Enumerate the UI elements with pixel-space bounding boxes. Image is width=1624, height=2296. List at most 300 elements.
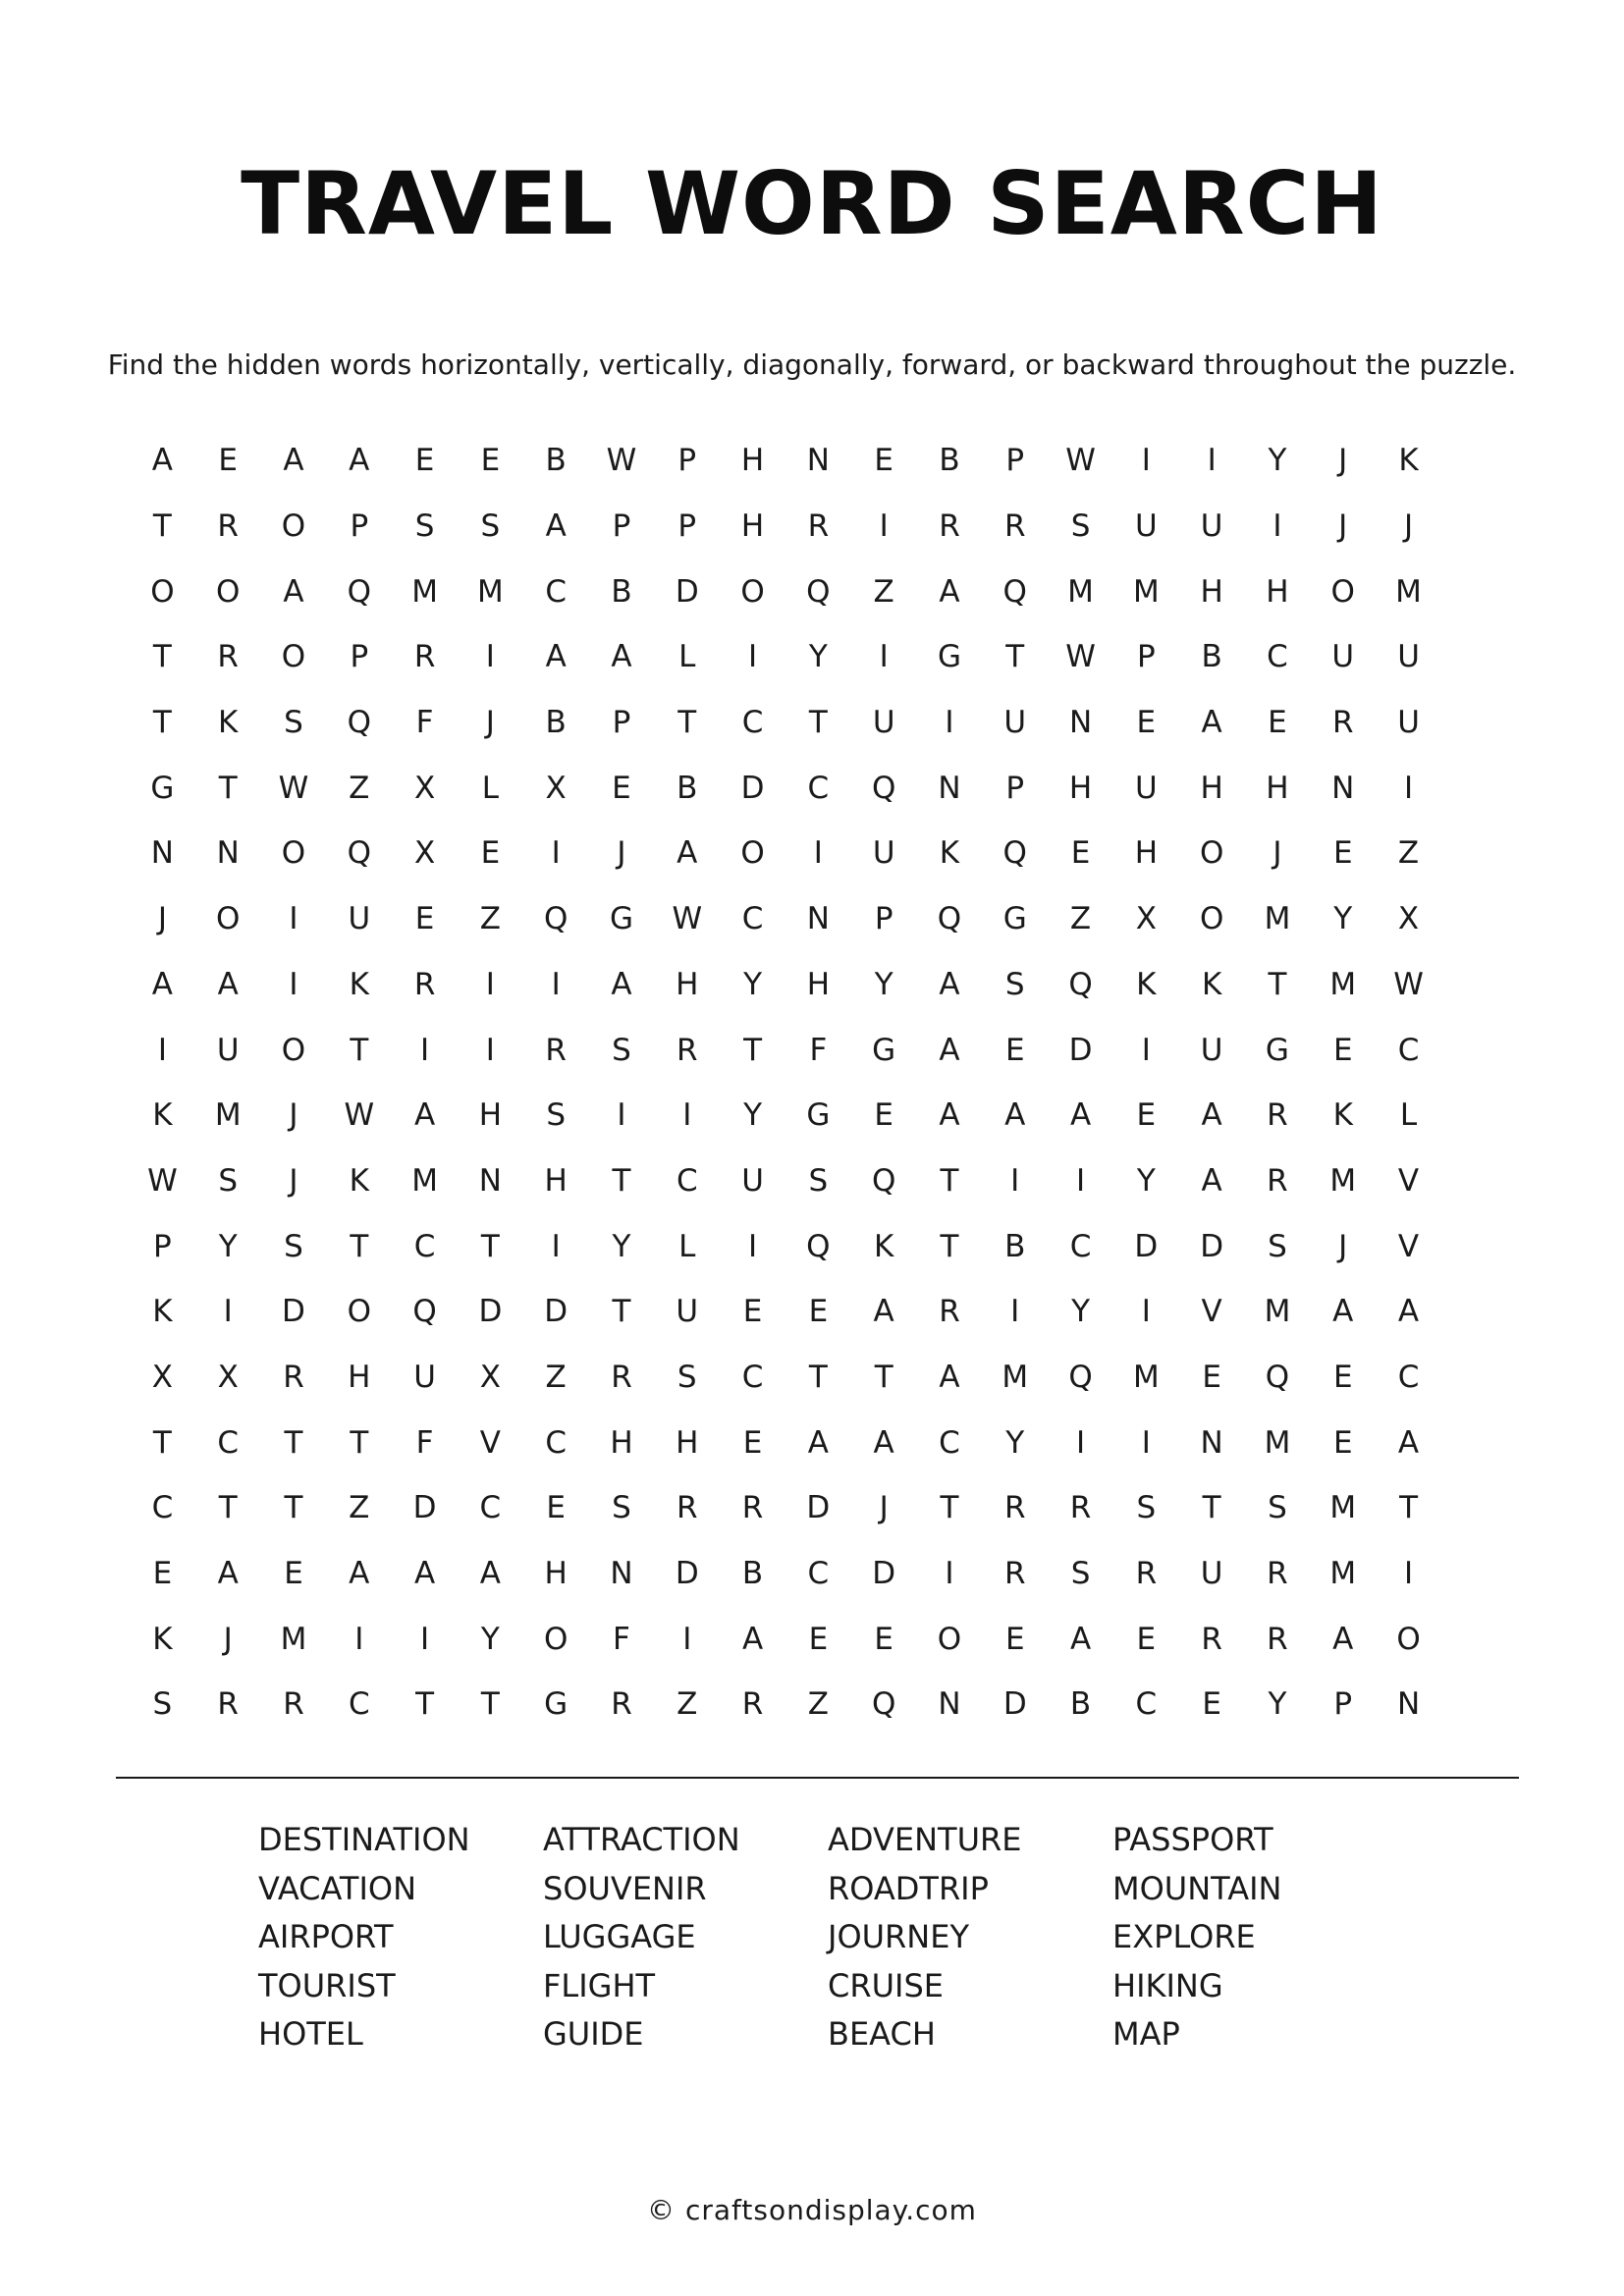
grid-cell[interactable]: U <box>1135 770 1158 806</box>
grid-cell[interactable]: J <box>879 1490 889 1526</box>
grid-cell[interactable]: N <box>938 770 961 806</box>
grid-cell[interactable]: J <box>1338 443 1348 479</box>
grid-cell[interactable]: H <box>676 966 699 1002</box>
grid-cell[interactable]: C <box>545 1424 567 1461</box>
grid-cell[interactable]: B <box>1004 1228 1026 1264</box>
grid-cell[interactable]: I <box>289 901 298 937</box>
grid-cell[interactable]: T <box>350 1424 369 1461</box>
grid-cell[interactable]: S <box>1268 1228 1287 1264</box>
grid-cell[interactable]: G <box>937 639 961 675</box>
grid-cell[interactable]: H <box>348 1359 371 1395</box>
grid-cell[interactable]: O <box>1199 901 1224 937</box>
grid-cell[interactable]: F <box>613 1621 630 1657</box>
grid-cell[interactable]: V <box>1397 1162 1420 1199</box>
grid-cell[interactable]: A <box>283 443 304 479</box>
grid-cell[interactable]: O <box>215 901 241 937</box>
grid-cell[interactable]: T <box>940 1228 959 1264</box>
grid-cell[interactable]: Y <box>1333 901 1353 937</box>
grid-cell[interactable]: G <box>1002 901 1027 937</box>
grid-cell[interactable]: A <box>807 1424 829 1461</box>
grid-cell[interactable]: N <box>478 1162 502 1199</box>
grid-cell[interactable]: R <box>677 1490 698 1526</box>
grid-cell[interactable]: C <box>939 1424 960 1461</box>
grid-cell[interactable]: U <box>1200 508 1223 545</box>
grid-cell[interactable]: W <box>672 901 703 937</box>
grid-cell[interactable]: F <box>415 705 434 741</box>
grid-cell[interactable]: T <box>743 1032 763 1068</box>
grid-cell[interactable]: B <box>677 770 698 806</box>
grid-cell[interactable]: D <box>675 573 699 610</box>
grid-cell[interactable]: E <box>612 770 631 806</box>
grid-cell[interactable]: C <box>413 1228 436 1264</box>
grid-cell[interactable]: R <box>217 508 239 545</box>
grid-cell[interactable]: L <box>678 639 696 675</box>
grid-cell[interactable]: A <box>939 573 960 610</box>
grid-cell[interactable]: K <box>152 1097 173 1134</box>
grid-cell[interactable]: T <box>152 508 172 545</box>
grid-cell[interactable]: R <box>1267 1556 1288 1592</box>
grid-cell[interactable]: T <box>940 1162 959 1199</box>
grid-cell[interactable]: P <box>350 639 369 675</box>
grid-cell[interactable]: U <box>1397 639 1420 675</box>
grid-cell[interactable]: Q <box>1002 835 1027 872</box>
grid-cell[interactable]: U <box>741 1162 764 1199</box>
grid-cell[interactable]: T <box>1202 1490 1221 1526</box>
grid-cell[interactable]: R <box>217 639 239 675</box>
grid-cell[interactable]: I <box>551 966 561 1002</box>
grid-cell[interactable]: E <box>742 1424 763 1461</box>
grid-cell[interactable]: E <box>546 1490 566 1526</box>
grid-cell[interactable]: U <box>1331 639 1355 675</box>
grid-cell[interactable]: D <box>675 1556 699 1592</box>
grid-cell[interactable]: A <box>1201 705 1222 741</box>
grid-cell[interactable]: Q <box>871 1686 896 1723</box>
grid-cell[interactable]: E <box>1136 705 1157 741</box>
grid-cell[interactable]: Y <box>874 966 893 1002</box>
grid-cell[interactable]: Q <box>347 705 371 741</box>
grid-cell[interactable]: K <box>873 1228 894 1264</box>
grid-cell[interactable]: A <box>1332 1621 1354 1657</box>
grid-cell[interactable]: C <box>545 573 567 610</box>
grid-cell[interactable]: R <box>807 508 830 545</box>
grid-cell[interactable]: A <box>1201 1097 1222 1134</box>
grid-cell[interactable]: I <box>223 1294 233 1330</box>
grid-cell[interactable]: N <box>806 443 830 479</box>
grid-cell[interactable]: Y <box>480 1621 500 1657</box>
grid-cell[interactable]: L <box>678 1228 696 1264</box>
grid-cell[interactable]: X <box>413 770 436 806</box>
grid-cell[interactable]: D <box>872 1556 896 1592</box>
grid-cell[interactable]: Q <box>412 1294 437 1330</box>
grid-cell[interactable]: M <box>280 1621 307 1657</box>
grid-cell[interactable]: H <box>544 1556 568 1592</box>
grid-cell[interactable]: O <box>215 573 241 610</box>
grid-cell[interactable]: N <box>150 835 174 872</box>
grid-cell[interactable]: R <box>1003 1556 1026 1592</box>
grid-cell[interactable]: P <box>612 705 631 741</box>
grid-cell[interactable]: Y <box>1071 1294 1091 1330</box>
grid-cell[interactable]: D <box>1200 1228 1224 1264</box>
grid-cell[interactable]: E <box>1202 1686 1221 1723</box>
grid-cell[interactable]: Y <box>743 966 763 1002</box>
grid-cell[interactable]: Y <box>808 639 828 675</box>
grid-cell[interactable]: R <box>741 1686 764 1723</box>
grid-cell[interactable]: J <box>289 1097 298 1134</box>
grid-cell[interactable]: I <box>420 1621 430 1657</box>
grid-cell[interactable]: X <box>413 835 436 872</box>
grid-cell[interactable]: S <box>677 1359 697 1395</box>
grid-cell[interactable]: C <box>217 1424 240 1461</box>
grid-cell[interactable]: T <box>218 1490 238 1526</box>
grid-cell[interactable]: I <box>420 1032 430 1068</box>
grid-cell[interactable]: I <box>551 835 561 872</box>
grid-cell[interactable]: B <box>611 573 632 610</box>
grid-cell[interactable]: T <box>1399 1490 1418 1526</box>
grid-cell[interactable]: H <box>610 1424 633 1461</box>
grid-cell[interactable]: A <box>1201 1162 1222 1199</box>
grid-cell[interactable]: J <box>1272 835 1282 872</box>
grid-cell[interactable]: T <box>808 705 828 741</box>
grid-cell[interactable]: T <box>152 705 172 741</box>
grid-cell[interactable]: U <box>216 1032 240 1068</box>
grid-cell[interactable]: X <box>151 1359 174 1395</box>
grid-cell[interactable]: M <box>214 1097 242 1134</box>
grid-cell[interactable]: O <box>347 1294 371 1330</box>
grid-cell[interactable]: U <box>1200 1556 1223 1592</box>
grid-cell[interactable]: D <box>544 1294 568 1330</box>
grid-cell[interactable]: Z <box>479 901 501 937</box>
grid-cell[interactable]: R <box>1135 1556 1158 1592</box>
grid-cell[interactable]: D <box>1134 1228 1159 1264</box>
grid-cell[interactable]: T <box>612 1162 631 1199</box>
grid-cell[interactable]: E <box>874 1097 893 1134</box>
grid-cell[interactable]: Y <box>1136 1162 1156 1199</box>
grid-cell[interactable]: I <box>1010 1162 1020 1199</box>
grid-cell[interactable]: G <box>872 1032 896 1068</box>
grid-cell[interactable]: Q <box>806 573 831 610</box>
grid-cell[interactable]: Z <box>349 770 370 806</box>
grid-cell[interactable]: H <box>1200 770 1223 806</box>
grid-cell[interactable]: O <box>543 1621 568 1657</box>
grid-cell[interactable]: W <box>1065 443 1096 479</box>
grid-cell[interactable]: R <box>1331 705 1354 741</box>
grid-cell[interactable]: A <box>677 835 698 872</box>
grid-cell[interactable]: Y <box>612 1228 631 1264</box>
grid-cell[interactable]: E <box>414 901 435 937</box>
grid-cell[interactable]: H <box>1134 835 1158 872</box>
grid-cell[interactable]: F <box>809 1032 828 1068</box>
grid-cell[interactable]: U <box>413 1359 436 1395</box>
grid-cell[interactable]: I <box>157 1032 167 1068</box>
grid-cell[interactable]: C <box>1397 1032 1420 1068</box>
grid-cell[interactable]: X <box>217 1359 239 1395</box>
grid-cell[interactable]: A <box>217 966 239 1002</box>
grid-cell[interactable]: U <box>1200 1032 1223 1068</box>
grid-cell[interactable]: Q <box>871 770 896 806</box>
grid-cell[interactable]: S <box>218 1162 239 1199</box>
grid-cell[interactable]: A <box>545 508 567 545</box>
grid-cell[interactable]: E <box>808 1621 829 1657</box>
grid-cell[interactable]: P <box>1005 770 1025 806</box>
grid-cell[interactable]: L <box>1399 1097 1418 1134</box>
grid-cell[interactable]: A <box>349 443 370 479</box>
grid-cell[interactable]: K <box>152 1294 173 1330</box>
grid-cell[interactable]: Y <box>743 1097 763 1134</box>
grid-cell[interactable]: A <box>1397 1294 1420 1330</box>
grid-cell[interactable]: P <box>153 1228 172 1264</box>
grid-cell[interactable]: E <box>1070 835 1091 872</box>
grid-cell[interactable]: A <box>283 573 304 610</box>
grid-cell[interactable]: I <box>289 966 298 1002</box>
grid-cell[interactable]: O <box>1199 835 1224 872</box>
grid-cell[interactable]: E <box>1268 705 1287 741</box>
grid-cell[interactable]: M <box>1395 573 1422 610</box>
grid-cell[interactable]: E <box>1004 1032 1025 1068</box>
grid-cell[interactable]: S <box>612 1032 631 1068</box>
grid-cell[interactable]: P <box>1137 639 1156 675</box>
grid-cell[interactable]: M <box>1132 1359 1160 1395</box>
grid-cell[interactable]: E <box>808 1294 829 1330</box>
grid-cell[interactable]: C <box>807 770 830 806</box>
grid-cell[interactable]: P <box>612 508 631 545</box>
grid-cell[interactable]: C <box>741 705 764 741</box>
grid-cell[interactable]: R <box>677 1032 698 1068</box>
grid-cell[interactable]: I <box>485 639 495 675</box>
grid-cell[interactable]: M <box>1329 1162 1357 1199</box>
grid-cell[interactable]: I <box>1010 1294 1020 1330</box>
grid-cell[interactable]: Q <box>871 1162 896 1199</box>
grid-cell[interactable]: R <box>413 639 436 675</box>
grid-cell[interactable]: K <box>1398 443 1419 479</box>
grid-cell[interactable]: P <box>677 508 697 545</box>
grid-cell[interactable]: W <box>147 1162 178 1199</box>
grid-cell[interactable]: T <box>350 1228 369 1264</box>
grid-cell[interactable]: I <box>354 1621 364 1657</box>
grid-cell[interactable]: S <box>546 1097 567 1134</box>
grid-cell[interactable]: W <box>344 1097 375 1134</box>
grid-cell[interactable]: A <box>217 1556 239 1592</box>
grid-cell[interactable]: K <box>1201 966 1222 1002</box>
grid-cell[interactable]: T <box>1005 639 1025 675</box>
grid-cell[interactable]: H <box>1200 573 1223 610</box>
grid-cell[interactable]: V <box>479 1424 501 1461</box>
grid-cell[interactable]: R <box>1267 1621 1288 1657</box>
grid-cell[interactable]: C <box>807 1556 830 1592</box>
grid-cell[interactable]: A <box>611 639 632 675</box>
grid-cell[interactable]: I <box>485 1032 495 1068</box>
grid-cell[interactable]: E <box>1332 1424 1353 1461</box>
grid-cell[interactable]: S <box>1070 508 1091 545</box>
grid-cell[interactable]: O <box>740 573 765 610</box>
grid-cell[interactable]: A <box>939 966 960 1002</box>
grid-cell[interactable]: I <box>1141 443 1151 479</box>
grid-cell[interactable]: B <box>741 1556 764 1592</box>
grid-cell[interactable]: M <box>1264 1424 1291 1461</box>
grid-cell[interactable]: J <box>1403 508 1414 545</box>
grid-cell[interactable]: Q <box>1265 1359 1290 1395</box>
grid-cell[interactable]: N <box>1200 1424 1223 1461</box>
grid-cell[interactable]: H <box>740 443 765 479</box>
grid-cell[interactable]: X <box>479 1359 501 1395</box>
grid-cell[interactable]: C <box>1397 1359 1420 1395</box>
grid-cell[interactable]: A <box>1332 1294 1354 1330</box>
grid-cell[interactable]: O <box>281 639 306 675</box>
grid-cell[interactable]: M <box>1264 1294 1291 1330</box>
grid-cell[interactable]: I <box>682 1621 692 1657</box>
grid-cell[interactable]: E <box>414 443 435 479</box>
grid-cell[interactable]: A <box>1069 1621 1092 1657</box>
grid-cell[interactable]: I <box>747 639 758 675</box>
grid-cell[interactable]: S <box>1070 1556 1091 1592</box>
grid-cell[interactable]: Q <box>347 573 371 610</box>
grid-cell[interactable]: E <box>1202 1359 1221 1395</box>
grid-cell[interactable]: H <box>1068 770 1093 806</box>
grid-cell[interactable]: D <box>282 1294 305 1330</box>
grid-cell[interactable]: Z <box>349 1490 370 1526</box>
grid-cell[interactable]: B <box>545 443 567 479</box>
grid-cell[interactable]: T <box>480 1228 500 1264</box>
grid-cell[interactable]: T <box>218 770 238 806</box>
grid-cell[interactable]: I <box>617 1097 626 1134</box>
grid-cell[interactable]: A <box>939 1032 960 1068</box>
grid-cell[interactable]: R <box>283 1686 304 1723</box>
grid-cell[interactable]: R <box>939 1294 960 1330</box>
grid-cell[interactable]: D <box>412 1490 437 1526</box>
grid-cell[interactable]: R <box>741 1490 764 1526</box>
grid-cell[interactable]: S <box>808 1162 829 1199</box>
grid-cell[interactable]: D <box>806 1490 831 1526</box>
grid-cell[interactable]: I <box>945 705 954 741</box>
grid-cell[interactable]: P <box>350 508 369 545</box>
grid-cell[interactable]: Q <box>937 901 962 937</box>
grid-cell[interactable]: T <box>152 639 172 675</box>
grid-cell[interactable]: T <box>415 1686 435 1723</box>
grid-cell[interactable]: J <box>289 1162 298 1199</box>
grid-cell[interactable]: U <box>1003 705 1027 741</box>
grid-cell[interactable]: V <box>1201 1294 1222 1330</box>
grid-cell[interactable]: N <box>1068 705 1093 741</box>
grid-cell[interactable]: I <box>1141 1424 1151 1461</box>
grid-cell[interactable]: U <box>676 1294 699 1330</box>
grid-cell[interactable]: Q <box>347 835 371 872</box>
grid-cell[interactable]: I <box>879 639 889 675</box>
grid-cell[interactable]: T <box>284 1424 303 1461</box>
grid-cell[interactable]: A <box>873 1424 894 1461</box>
grid-cell[interactable]: W <box>278 770 309 806</box>
grid-cell[interactable]: E <box>742 1294 763 1330</box>
grid-cell[interactable]: J <box>1338 508 1348 545</box>
grid-cell[interactable]: U <box>872 835 895 872</box>
grid-cell[interactable]: K <box>218 705 239 741</box>
grid-cell[interactable]: X <box>1397 901 1420 937</box>
grid-cell[interactable]: M <box>411 1162 438 1199</box>
grid-cell[interactable]: H <box>1266 770 1289 806</box>
grid-cell[interactable]: R <box>939 508 960 545</box>
grid-cell[interactable]: A <box>939 1359 960 1395</box>
grid-cell[interactable]: G <box>150 770 175 806</box>
grid-cell[interactable]: M <box>1329 1490 1357 1526</box>
grid-cell[interactable]: T <box>480 1686 500 1723</box>
grid-cell[interactable]: M <box>411 573 438 610</box>
grid-cell[interactable]: G <box>806 1097 831 1134</box>
grid-cell[interactable]: M <box>1001 1359 1029 1395</box>
grid-cell[interactable]: G <box>544 1686 568 1723</box>
grid-cell[interactable]: N <box>806 901 830 937</box>
grid-cell[interactable]: A <box>1397 1424 1420 1461</box>
grid-cell[interactable]: K <box>1136 966 1157 1002</box>
grid-cell[interactable]: O <box>1330 573 1355 610</box>
grid-cell[interactable]: U <box>348 901 371 937</box>
grid-cell[interactable]: D <box>740 770 765 806</box>
grid-cell[interactable]: S <box>1004 966 1025 1002</box>
grid-cell[interactable]: E <box>1332 1032 1353 1068</box>
grid-cell[interactable]: Q <box>1002 573 1027 610</box>
grid-cell[interactable]: E <box>874 443 893 479</box>
grid-cell[interactable]: T <box>874 1359 893 1395</box>
grid-cell[interactable]: Z <box>545 1359 567 1395</box>
grid-cell[interactable]: O <box>281 835 306 872</box>
grid-cell[interactable]: Y <box>1005 1424 1025 1461</box>
grid-cell[interactable]: R <box>283 1359 304 1395</box>
grid-cell[interactable]: E <box>874 1621 893 1657</box>
grid-cell[interactable]: M <box>1329 966 1357 1002</box>
grid-cell[interactable]: A <box>413 1097 436 1134</box>
grid-cell[interactable]: E <box>1332 835 1353 872</box>
grid-cell[interactable]: Y <box>1268 1686 1287 1723</box>
grid-cell[interactable]: S <box>1268 1490 1287 1526</box>
grid-cell[interactable]: Y <box>218 1228 238 1264</box>
grid-cell[interactable]: E <box>480 443 501 479</box>
grid-cell[interactable]: J <box>485 705 495 741</box>
grid-cell[interactable]: M <box>1264 901 1291 937</box>
grid-cell[interactable]: C <box>741 901 764 937</box>
grid-cell[interactable]: B <box>1201 639 1222 675</box>
grid-cell[interactable]: R <box>1267 1162 1288 1199</box>
grid-cell[interactable]: Y <box>1268 443 1287 479</box>
grid-cell[interactable]: C <box>151 1490 174 1526</box>
grid-cell[interactable]: H <box>806 966 831 1002</box>
grid-cell[interactable]: L <box>481 770 500 806</box>
grid-cell[interactable]: J <box>1338 1228 1348 1264</box>
grid-cell[interactable]: S <box>480 508 501 545</box>
grid-cell[interactable]: A <box>545 639 567 675</box>
grid-cell[interactable]: F <box>415 1424 434 1461</box>
grid-cell[interactable]: H <box>1266 573 1289 610</box>
grid-cell[interactable]: P <box>1333 1686 1353 1723</box>
grid-cell[interactable]: X <box>1135 901 1157 937</box>
grid-cell[interactable]: O <box>281 1032 306 1068</box>
grid-cell[interactable]: A <box>349 1556 370 1592</box>
grid-cell[interactable]: Q <box>806 1228 831 1264</box>
grid-cell[interactable]: S <box>152 1686 173 1723</box>
grid-cell[interactable]: Z <box>807 1686 829 1723</box>
grid-cell[interactable]: D <box>1068 1032 1093 1068</box>
grid-cell[interactable]: G <box>609 901 633 937</box>
grid-cell[interactable]: R <box>1267 1097 1288 1134</box>
grid-cell[interactable]: I <box>485 966 495 1002</box>
grid-cell[interactable]: K <box>152 1621 173 1657</box>
grid-cell[interactable]: N <box>1331 770 1355 806</box>
grid-cell[interactable]: C <box>1135 1686 1158 1723</box>
grid-cell[interactable]: T <box>152 1424 172 1461</box>
grid-cell[interactable]: C <box>676 1162 698 1199</box>
grid-cell[interactable]: U <box>872 705 895 741</box>
grid-cell[interactable]: X <box>545 770 567 806</box>
grid-cell[interactable]: B <box>939 443 960 479</box>
grid-cell[interactable]: B <box>545 705 567 741</box>
grid-cell[interactable]: I <box>879 508 889 545</box>
grid-cell[interactable]: C <box>1069 1228 1092 1264</box>
